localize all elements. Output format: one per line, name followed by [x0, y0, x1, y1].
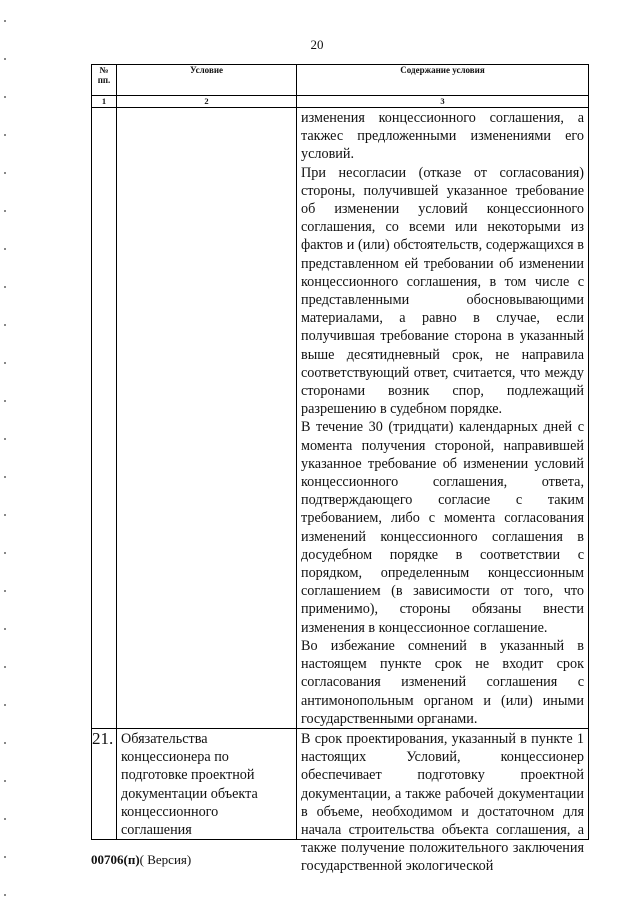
- scan-mark: [4, 552, 6, 554]
- scan-mark: [4, 780, 6, 782]
- scan-mark: [4, 96, 6, 98]
- scan-mark: [4, 400, 6, 402]
- table-row-continued: [92, 108, 589, 729]
- row-21-number: 21.: [92, 728, 117, 839]
- scan-mark: [4, 514, 6, 516]
- row-21-condition: Обязательства концессионера по подготовке проектной документации объекта концессионного соглашения: [121, 730, 258, 838]
- scan-mark: [4, 894, 6, 896]
- continued-condition-cell: [117, 108, 297, 729]
- paragraph: При несогласии (отказе от согласования) стороны, получившей указанное требование об изменении условий концессионного соглашения, со всеми или некоторыми из фактов и (или) обстоятельств, содержащихся в представленном ей требовании об изменении концессионного соглашения, в том числе с представленными обосновывающими материалами, а равно в случае, если получившая требование сторона в указанный выше десятидневный срок, не направила соответствующий ответ, считается, что между сторонами возник спор, подлежащий разрешению в судебном порядке.: [301, 164, 584, 418]
- scan-mark: [4, 172, 6, 174]
- table-header-row: [92, 65, 589, 96]
- scan-mark: [4, 58, 6, 60]
- document-footer: [91, 852, 191, 868]
- document-code: 00706(п): [91, 852, 140, 867]
- scan-mark: [4, 476, 6, 478]
- scan-mark: [4, 324, 6, 326]
- row-21-content: В срок проектирования, указанный в пункте 1 настоящих Условий, концессионер обеспечивает подготовку проектной документации, а также рабочей документации в объеме, необходимом и достаточном для начала строительства объекта соглашения, а также получение положительного заключения государственной экологической: [301, 730, 584, 875]
- scan-mark: [4, 210, 6, 212]
- header-number-abbr: пп.: [97, 75, 111, 85]
- header-content: Содержание условия: [297, 65, 589, 96]
- header-number: [92, 65, 117, 96]
- scan-mark: [4, 628, 6, 630]
- scan-mark: [4, 856, 6, 858]
- row-21-condition-cell: [117, 728, 297, 839]
- row-21-content-cell: [297, 728, 589, 875]
- scan-edge-marks: [4, 0, 6, 905]
- continued-content-cell: [297, 108, 589, 729]
- scan-mark: [4, 20, 6, 22]
- header-condition: Условие: [117, 65, 297, 96]
- scan-mark: [4, 590, 6, 592]
- page-number: 20: [310, 37, 324, 52]
- column-number-3: 3: [297, 96, 589, 108]
- scan-mark: [4, 134, 6, 136]
- scan-mark: [4, 438, 6, 440]
- scan-mark: [4, 818, 6, 820]
- scan-mark: [4, 286, 6, 288]
- scan-mark: [4, 742, 6, 744]
- continued-number-cell: [92, 108, 117, 729]
- column-numbering-row: [92, 96, 589, 108]
- paragraph: Во избежание сомнений в указанный в настоящем пункте срок не входит срок согласования изменений соглашения с антимонопольным органом и (или) иными государственными органами.: [301, 637, 584, 727]
- column-number-1: 1: [92, 96, 117, 108]
- continued-content: [297, 108, 588, 728]
- header-number-sign: №: [99, 65, 109, 75]
- table-row-21: [92, 728, 589, 839]
- scan-mark: [4, 248, 6, 250]
- scan-mark: [4, 704, 6, 706]
- scan-mark: [4, 362, 6, 364]
- paragraph: В течение 30 (тридцати) календарных дней с момента получения стороной, направившей указанное требование об изменении условий концессионного соглашения, ответа, подтверждающего согласие с таким требованием, либо с момента согласования изменений концессионного соглашения в досудебном порядке в соответствии с порядком, определенным концессионным соглашением (в зависимости от того, что применимо), стороны обязаны внести изменения в концессионное соглашение.: [301, 419, 584, 636]
- paragraph: изменения концессионного соглашения, а такжес предложенными изменениями его условий.: [301, 110, 584, 163]
- document-version: ( Версия): [139, 852, 192, 867]
- scan-mark: [4, 666, 6, 668]
- column-number-2: 2: [117, 96, 297, 108]
